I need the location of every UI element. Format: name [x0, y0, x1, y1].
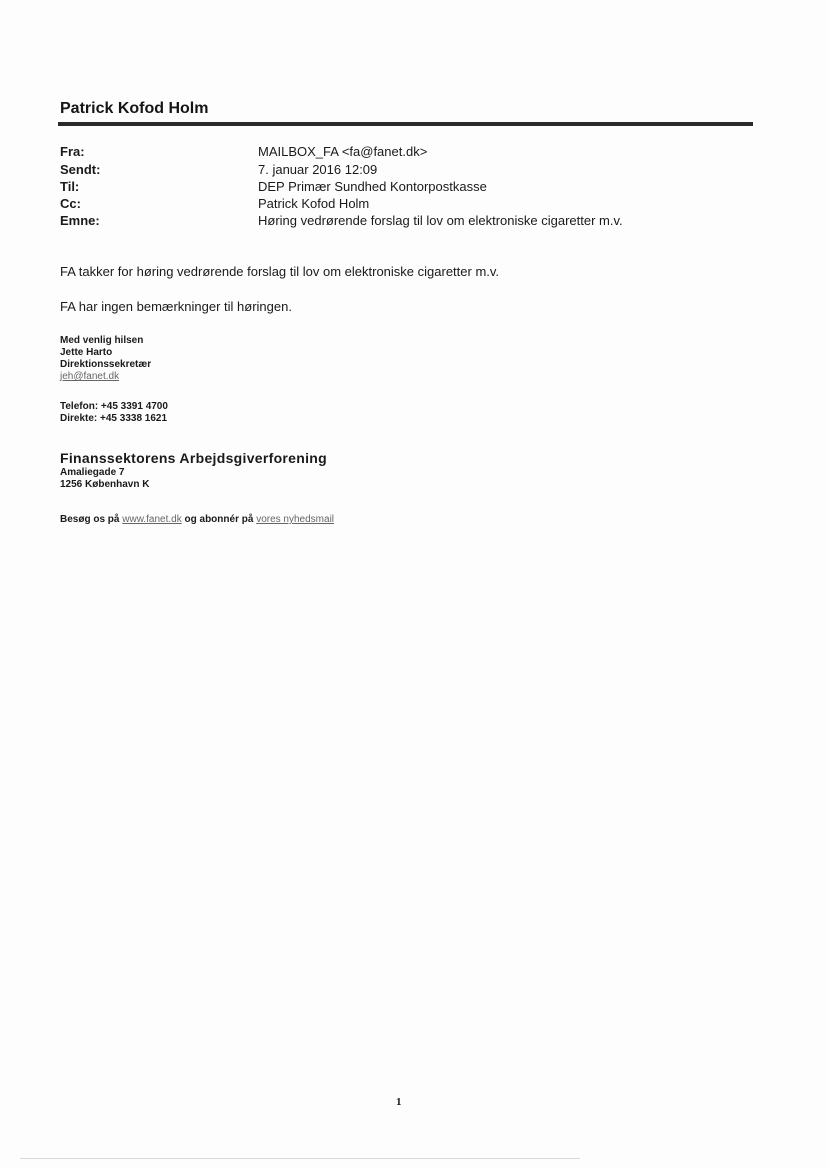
sent-label: Sendt: — [60, 162, 101, 177]
page-number: 1 — [396, 1096, 402, 1108]
signature-greeting: Med venlig hilsen — [60, 335, 144, 346]
cc-label: Cc: — [60, 196, 81, 211]
subject-label: Emne: — [60, 213, 100, 228]
header-row-subject — [60, 213, 760, 231]
body-paragraph-2: FA har ingen bemærkninger til høringen. — [60, 299, 292, 314]
footer-line — [60, 514, 334, 525]
body-paragraph-1: FA takker for høring vedrørende forslag til lov om elektroniske cigaretter m.v. — [60, 264, 500, 279]
sent-value: 7. januar 2016 12:09 — [258, 162, 378, 177]
signature-email-link[interactable]: jeh@fanet.dk — [60, 371, 120, 382]
header-row-to — [60, 179, 760, 197]
from-value: MAILBOX_FA <fa@fanet.dk> — [258, 144, 428, 159]
footer-subscribe-text: og abonnér på — [184, 514, 254, 525]
organization-street: Amaliegade 7 — [60, 467, 125, 478]
header-row-from — [60, 144, 760, 162]
organization-city: 1256 København K — [60, 479, 150, 490]
mailbox-owner-name: Patrick Kofod Holm — [60, 100, 209, 117]
signature-name: Jette Harto — [60, 347, 113, 358]
header-row-cc — [60, 196, 760, 214]
organization-name: Finanssektorens Arbejdsgiverforening — [60, 450, 328, 466]
signature-direct-phone: Direkte: +45 3338 1621 — [60, 413, 168, 424]
signature-title: Direktionssekretær — [60, 359, 152, 370]
cc-value: Patrick Kofod Holm — [258, 196, 370, 211]
subject-value: Høring vedrørende forslag til lov om elektroniske cigaretter m.v. — [258, 213, 623, 228]
header-rule — [58, 122, 753, 126]
from-label: Fra: — [60, 144, 85, 159]
website-link[interactable]: www.fanet.dk — [122, 514, 182, 525]
to-value: DEP Primær Sundhed Kontorpostkasse — [258, 179, 487, 194]
to-label: Til: — [60, 179, 80, 194]
scan-edge-line — [20, 1158, 580, 1159]
signature-phone: Telefon: +45 3391 4700 — [60, 401, 168, 412]
footer-visit-text: Besøg os på — [60, 514, 120, 525]
newsletter-link[interactable]: vores nyhedsmail — [256, 514, 335, 525]
header-row-sent — [60, 162, 760, 180]
